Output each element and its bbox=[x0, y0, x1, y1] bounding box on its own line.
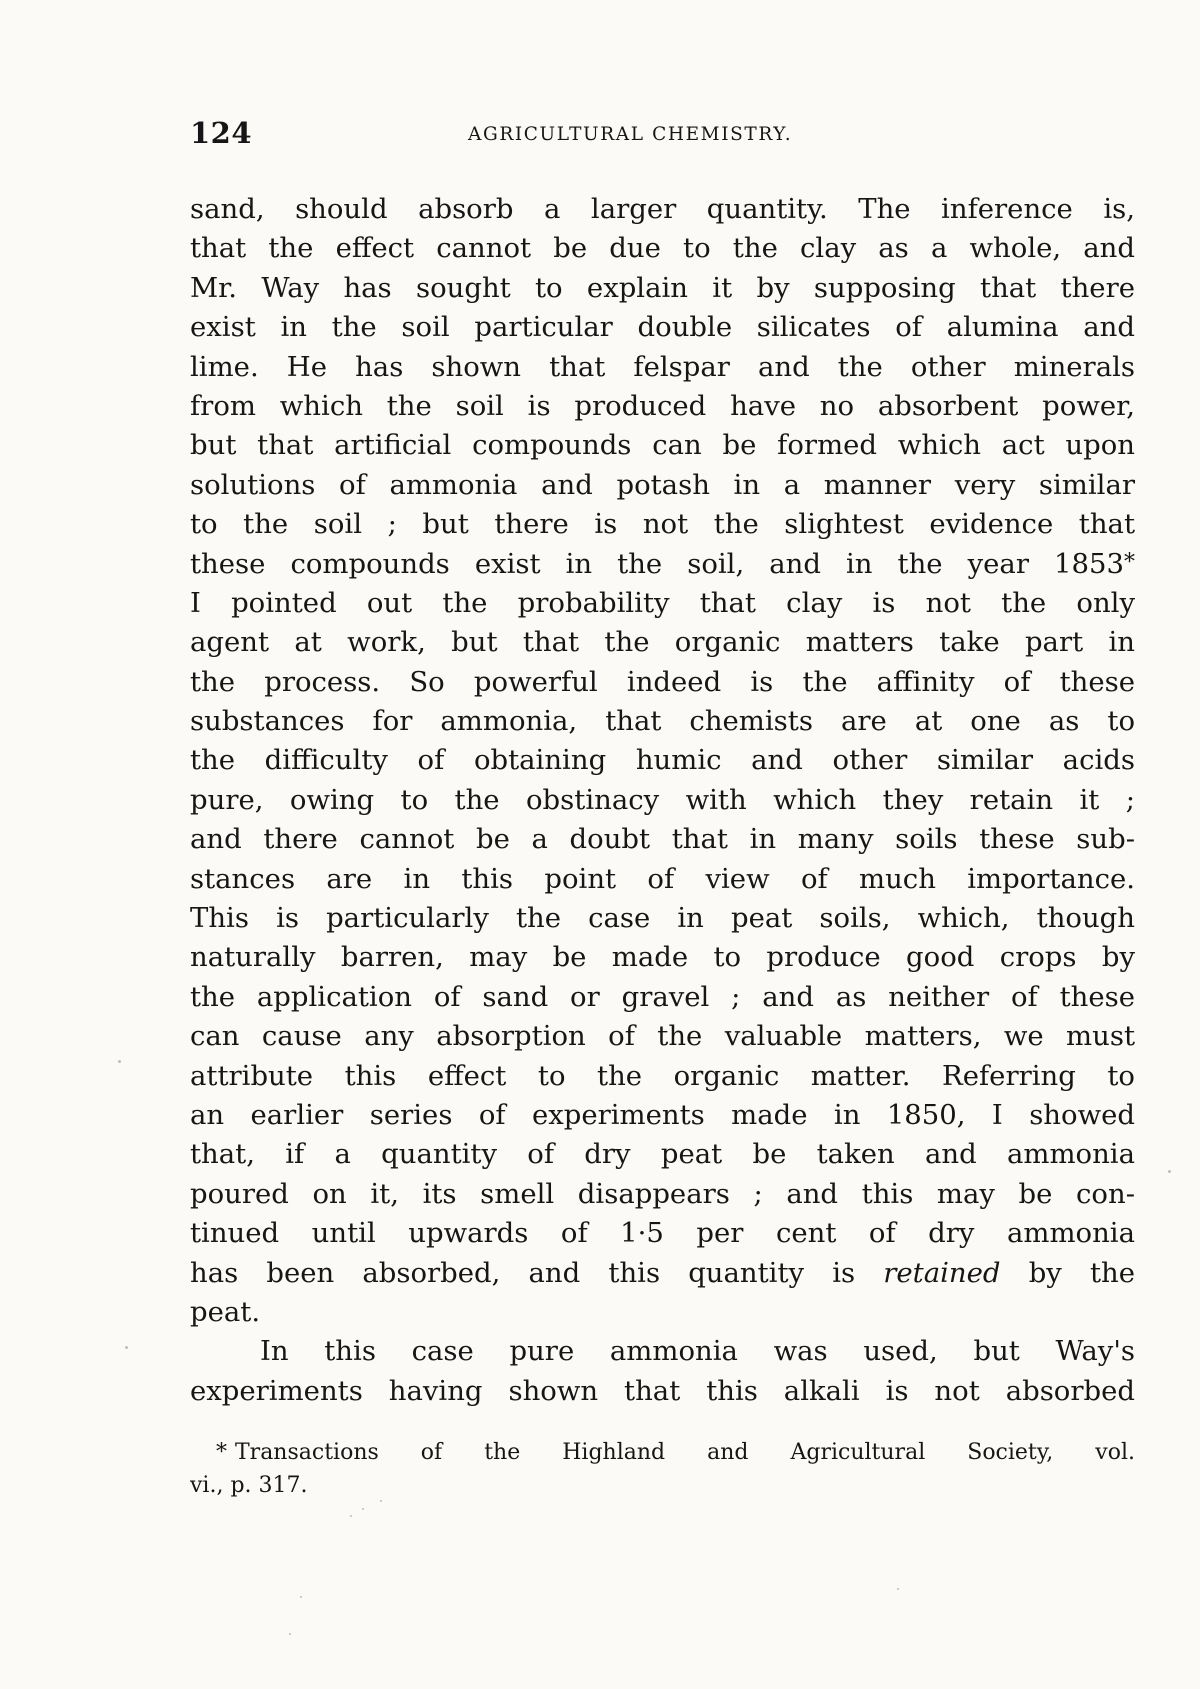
text-line: tinued until upwards of 1·5 per cent of dry ammonia bbox=[190, 1217, 1135, 1250]
scan-speck bbox=[380, 1500, 382, 1502]
text-line: the process. So powerful indeed is the affinity of these bbox=[190, 665, 1135, 698]
footnote-line bbox=[190, 1436, 1135, 1469]
text-line-content: has been absorbed, and this quantity is bbox=[190, 1256, 856, 1289]
text-line: attribute this effect to the organic matter. Referring to bbox=[190, 1059, 1135, 1092]
scan-speck bbox=[1168, 1170, 1171, 1173]
text-line: poured on it, its smell disappears ; and this may be con- bbox=[190, 1177, 1135, 1210]
text-line: and there cannot be a doubt that in many soils these sub- bbox=[190, 823, 1135, 856]
text-line: This is particularly the case in peat soils, which, though bbox=[190, 902, 1135, 935]
text-line: substances for ammonia, that chemists are at one as to bbox=[190, 705, 1135, 738]
page-header bbox=[190, 116, 1150, 156]
text-line-with-footnote-ref bbox=[190, 545, 1135, 584]
text-line: naturally barren, may be made to produce good crops by bbox=[190, 941, 1135, 974]
text-line: can cause any absorption of the valuable matters, we must bbox=[190, 1020, 1135, 1053]
text-line: sand, should absorb a larger quantity. The inference is, bbox=[190, 193, 1135, 225]
body-text bbox=[190, 190, 1135, 1411]
text-line: solutions of ammonia and potash in a manner very similar bbox=[190, 468, 1135, 501]
scan-speck bbox=[125, 1346, 128, 1349]
footnote-block bbox=[190, 1436, 1135, 1502]
scan-speck bbox=[362, 1508, 364, 1510]
text-line-end: by the bbox=[1028, 1256, 1136, 1289]
text-line: Mr. Way has sought to explain it by supposing that there bbox=[190, 271, 1135, 304]
scan-speck bbox=[897, 1588, 899, 1590]
text-line: to the soil ; but there is not the slightest evidence that bbox=[190, 508, 1135, 541]
text-line: that, if a quantity of dry peat be taken and ammonia bbox=[190, 1138, 1135, 1171]
footnote-marker: * bbox=[216, 1440, 227, 1465]
paragraph-first-line: In this case pure ammonia was used, but Way's bbox=[260, 1335, 1135, 1368]
text-line: exist in the soil particular double silicates of alumina and bbox=[190, 311, 1135, 344]
page-number: 124 bbox=[190, 116, 253, 150]
text-line: but that artificial compounds can be formed which act upon bbox=[190, 429, 1135, 462]
text-line: pure, owing to the obstinacy with which they retain it ; bbox=[190, 783, 1135, 816]
text-line: peat. bbox=[190, 1295, 261, 1328]
text-line: stances are in this point of view of much importance. bbox=[190, 862, 1135, 895]
text-line: agent at work, but that the organic matters take part in bbox=[190, 626, 1135, 659]
text-line: the difficulty of obtaining humic and other similar acids bbox=[190, 744, 1135, 777]
scan-speck bbox=[118, 1060, 121, 1063]
scan-speck bbox=[289, 1633, 291, 1635]
scan-speck bbox=[300, 1596, 302, 1598]
scan-speck bbox=[350, 1515, 352, 1517]
text-line: the application of sand or gravel ; and as neither of these bbox=[190, 980, 1135, 1013]
text-line: experiments having shown that this alkali is not absorbed bbox=[190, 1374, 1135, 1407]
footnote-text: Transactions of the Highland and Agricultural Society, vol. bbox=[235, 1440, 1135, 1465]
text-line: an earlier series of experiments made in 1850, I showed bbox=[190, 1098, 1135, 1131]
text-line: from which the soil is produced have no absorbent power, bbox=[190, 389, 1135, 422]
text-line-with-italic bbox=[190, 1254, 1135, 1293]
footnote-line: vi., p. 317. bbox=[190, 1473, 308, 1498]
footnote-reference[interactable]: * bbox=[1124, 549, 1135, 575]
text-line: I pointed out the probability that clay is not the only bbox=[190, 586, 1135, 619]
text-line: that the effect cannot be due to the clay as a whole, and bbox=[190, 232, 1135, 265]
running-title: AGRICULTURAL CHEMISTRY. bbox=[468, 124, 793, 145]
italic-word: retained bbox=[883, 1256, 1001, 1289]
text-line: lime. He has shown that felspar and the other minerals bbox=[190, 350, 1135, 383]
text-line-content: these compounds exist in the soil, and in the year 1853 bbox=[190, 547, 1124, 580]
